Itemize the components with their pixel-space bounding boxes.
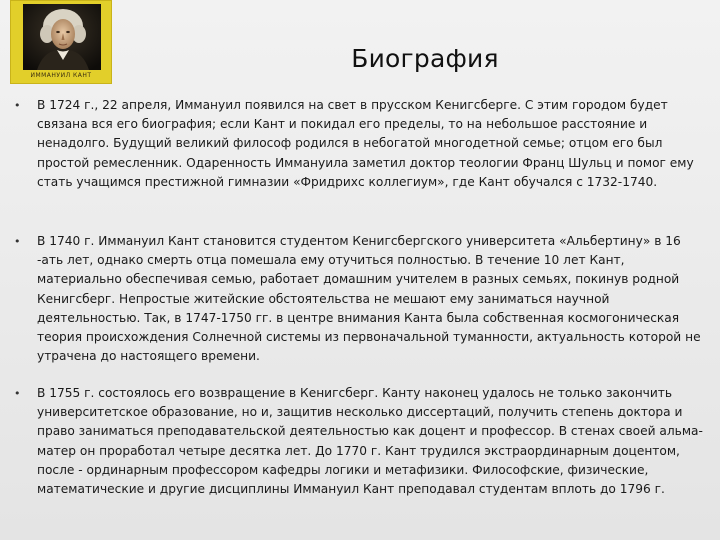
bullet-text: В 1755 г. состоялось его возвращение в Кенигсберг. Канту наконец удалось не только закончить университетское образование, но и, защитив несколько диссертаций, получить степень доктора и право заниматься преподавательской деятельностью как доцент и профессор. В стенах своей альма-матер он проработал четыре десятка лет. До 1770 г. Кант трудился экстраординарным доцентом, после - ординарным профессором кафедры логики и метафизики. Философские, физические, математические и другие дисциплины Иммануил Кант преподавал студентам вплоть до 1796 г.: [37, 386, 703, 497]
bullet-icon: •: [14, 235, 21, 248]
portrait-caption: ИММАНУИЛ КАНТ: [30, 72, 92, 79]
bullet-text: В 1740 г. Иммануил Кант становится студентом Кенигсбергского университета «Альбертину» в 16 -ать лет, однако смерть отца помешала ему отучиться полностью. В течение 10 лет Кант, материально обеспечивая семью, работает домашним учителем в разных семьях, покинув родной Кенигсберг. Непростые житейские обстоятельства не мешают ему заниматься научной деятельностью. Так, в 1747-1750 гг. в центре внимания Канта была собственная космогоническая теория происхождения Солнечной системы из первоначальной туманности, актуальность которой не утрачена до настоящего времени.: [37, 234, 701, 364]
bullet-text: В 1724 г., 22 апреля, Иммануил появился на свет в прусском Кенигсберге. С этим городом будет связана вся его биография; если Кант и покидал его пределы, то на небольшое расстояние и ненадолго. Будущий великий философ родился в небогатой многодетной семье; отцом его был простой ремесленник. Одаренность Иммануила заметил доктор теологии Франц Шульц и помог ему стать учащимся престижной гимназии «Фридрихс коллегиум», где Кант обучался с 1732-1740.: [37, 98, 694, 189]
bullet-icon: •: [14, 387, 21, 400]
page-title: Биография: [351, 44, 499, 73]
list-item: [14, 96, 708, 192]
list-item: [14, 232, 708, 366]
bullet-icon: •: [14, 99, 21, 112]
list-item: [14, 384, 708, 499]
